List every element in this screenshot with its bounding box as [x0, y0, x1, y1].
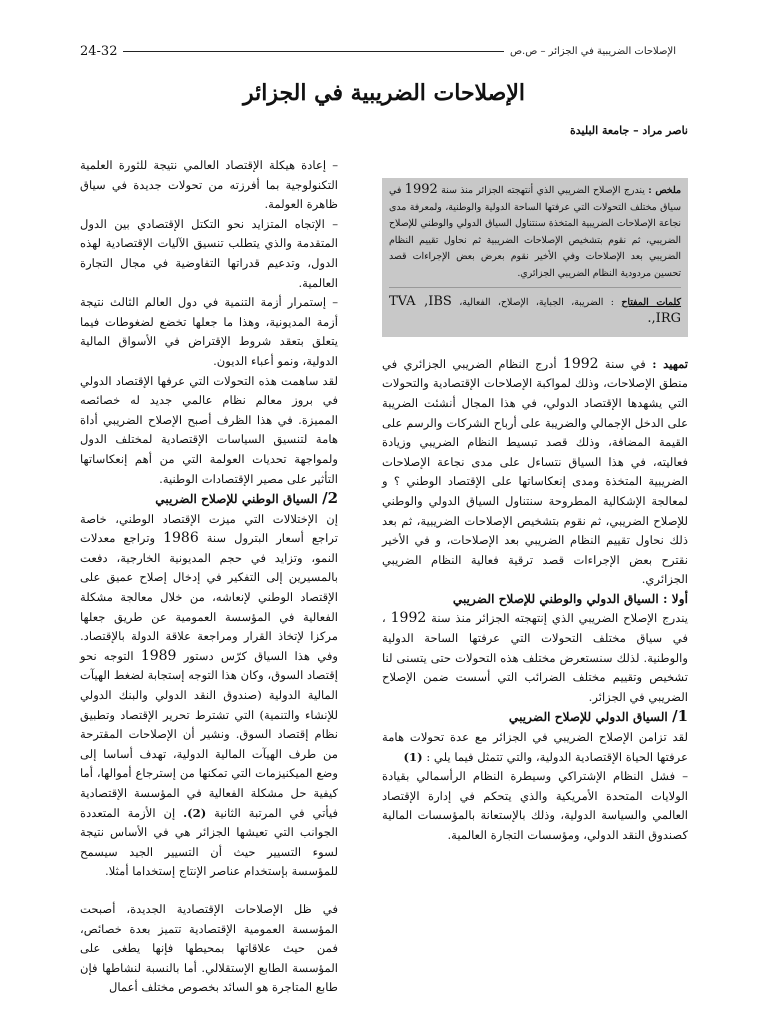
section1-text: ، في سياق مختلف التحولات التي عرفتها الساحة الدولية والوطنية. لذلك سنستعرض مختلف هذه التحولات حتى يتسنى لنا تشخيص وتقييم مختلف الضرائب التي أسست ضمن الإصلاح الضريبي في الجزائر. — [382, 611, 688, 704]
intro-text: أدرج النظام الضريبي الجزائري في منطق الإصلاحات، وذلك لمواكبة الإصلاحات الإقتصادية والتحولات التي يشهدها الإقتصاد الدولي، في هذا المجال أنشئت الضريبة على الدخل الإجمالي والضريبة على أرباح الشركات والرسم على القيمة المضافة، وذلك قصد تبسيط النظام الضريبي وزيادة فعاليته، في هذا السياق نتساءل على مدى نجاعة الإصلاحات الضريبية المتخذة ومدى إنعكاساتها على الإقتصاد الوطني ؟ و لمعالجة الإشكالية المطروحة سنتناول السياق الدولي والوطني للإصلاح الضريبي، ثم نقوم بتشخيص الإصلاحات الضريبية، ثم بعد ذلك نحاول تقييم النظام الضريبي بعد الإصلاحات، و في الأخير نقترح بعض الإجراءات قصد ترقية فعالية النظام الضريبي الجزائري. — [382, 356, 688, 587]
bullet-item: – الإتجاه المتزايد نحو التكتل الإقتصادي بين الدول المتقدمة والذي يتطلب تنسيق الآليات الإقتصادية لهذه الدول، وتدعيم قدراتها التفاوضية في مجال التجارة العالمية. — [80, 216, 338, 290]
subsection-number-1: 1/ — [672, 707, 688, 726]
subsection2-text-end: إن الأزمة المتعددة الجوانب التي تعيشها الجزائر هي في الأساس نتيجة لسوء التسيير حيث أن التسيير الجيد سيسمح للمؤسسة بإستخدام عناصر الإنتاج إستخداما أمثلا. — [80, 805, 338, 879]
section1-year: 1992 — [390, 610, 427, 627]
subsection-title-1: السياق الدولي للإصلاح الضريبي — [508, 710, 668, 725]
footnote-ref-1: (1) — [403, 749, 423, 764]
section1-paragraph — [382, 609, 688, 707]
keywords — [389, 287, 681, 329]
abstract-text-start: يندرج الإصلاح الضريبي الذي أنتهجته الجزائر منذ سنة — [441, 185, 645, 196]
year-1989: 1989 — [140, 647, 177, 664]
subsection1-text: لقد تزامن الإصلاح الضريبي في الجزائر مع عدة تحولات هامة عرفتها الحياة الإقتصادية الدولية، والتي تتمثل فيما يلي : — [382, 730, 688, 764]
body-paragraph: لقد ساهمت هذه التحولات التي عرفها الإقتصاد الدولي في بروز معالم نظام عالمي جديد له خصائصه المميزة. في هذا الظرف أصبح الإصلاح الضريبي أداة هامة لتنسيق السياسات الإقتصادية لمختلف الدول ولمواجهة تحديات العولمة التي من أهم إنعكاساتها التأثير على مصير الإقتصادات الوطنية. — [80, 373, 338, 486]
subsection1-paragraph — [382, 728, 688, 767]
right-column — [382, 178, 688, 846]
subsection2-text-after: التوجه نحو إقتصاد السوق، وكان هذا التوجه إستجابة لضغط الهيآت المالية الدولية (صندوق النقد الدولي والبنك الدولي للإنشاء والتنمية) التي تشترط تحرير الإقتصاد وتطبيق نظام إقتصاد السوق. ونشير أن الإصلاحات المقترحة من طرف الهيآت المالية الدولية، تهدف أساسا إلى وضع الميكنيزمات التي تمكنها من إسترجاع أموالها، أما كيفية حل مشكلة الفعالية في المؤسسة الإقتصادية فيأتي في المرتبة الثانية — [80, 648, 338, 820]
subsection2-paragraph — [80, 510, 338, 882]
year-1986: 1986 — [163, 530, 199, 547]
intro-label: تمهيد : — [652, 356, 688, 371]
section-heading-1: أولا : السياق الدولي والوطني للإصلاح الضريبي — [452, 591, 688, 606]
left-column — [80, 156, 338, 998]
subsection-title-2: السياق الوطني للإصلاح الضريبي — [155, 492, 318, 507]
abstract-text: في سياق مختلف التحولات التي عرفتها الساحة الدولية والوطنية، ولمعرفة مدى نجاعة الإصلاحات الضريبية المتخذة سنتناول السياق الدولي والوطني للإصلاح الضريبي، ثم نقوم بتشخيص الإصلاحات الضريبية ثم نحاول تقييم النظام الضريبي بعد الإصلاحات وفي الأخير نقوم بعرض بعض الإجراءات قصد تحسين مردودية النظام الضريبي الجزائري. — [389, 185, 681, 279]
abstract-box — [382, 178, 688, 337]
subsection2-text-mid: وتراجع معدلات النمو، وتزايد في حجم المديونية الخارجية، دفعت بالمسيرين إلى التفكير في إدخال إصلاح عميق على الإقتصاد الوطني لإنعاشه، من خلال معالجة مشكلة الفعالية في المؤسسة العمومية عن طريق جعلها مركزا لإتخاذ القرار ومراجعة علاقة الدولة بالإقتصاد. وفي هذا السياق كرّس دستور — [80, 531, 339, 663]
subsection-heading-1 — [382, 707, 688, 728]
footnote-ref-2: (2). — [183, 805, 207, 820]
header-rule — [123, 51, 503, 52]
body-paragraph: في ظل الإصلاحات الإقتصادية الجديدة، أصبحت المؤسسة العمومية الإقتصادية تتميز بعدة خصائص، فمن حيث علاقاتها بمحيطها فإنها يطغى على المؤسسة الطابع الإستقلالي. أما بالنسبة لنشاطها فإن طابع المتاجرة هو السائد بخصوص مختلف أعمال — [80, 901, 338, 995]
bullet-item: – إستمرار أزمة التنمية في دول العالم الثالث نتيجة أزمة المديونية، وهذا ما جعلها تخضع لضغوطات فيما يتعلق بتعقد شروط الإقتراض في الأسواق المالية الدولية، ونمو أعباء الديون. — [80, 295, 338, 368]
abstract-year: 1992 — [404, 182, 438, 197]
running-header-text: الإصلاحات الضريبية في الجزائر – ص.ص — [509, 45, 676, 57]
author-line: ناصر مراد – جامعة البليدة — [569, 124, 688, 137]
page-range: 24-32 — [80, 43, 118, 59]
section1-text-start: يندرج الإصلاح الضريبي الذي إنتهجته الجزائر منذ سنة — [431, 611, 689, 626]
abstract-label: ملخص : — [648, 185, 681, 196]
subsection2-text-start: إن الإختلالات التي ميزت الإقتصاد الوطني، خاصة تراجع أسعار البترول سنة — [80, 511, 338, 546]
article-title: الإصلاحات الضريبية في الجزائر — [242, 80, 526, 106]
intro-year: 1992 — [562, 355, 599, 372]
bullet-item: – إعادة هيكلة الإقتصاد العالمي نتيجة للثورة العلمية التكنولوجية بما أفرزته من تحولات جديدة في سياق ظاهرة العولمة. — [80, 158, 338, 212]
subsection-heading-2 — [80, 489, 338, 510]
bullet-item: – فشل النظام الإشتراكي وسيطرة النظام الرأسمالي بقيادة الولايات المتحدة الأمريكية والذي يتحكم في إدارة الإقتصاد العالمي والسياسة الدولية، وذلك بالإستعانة بالمؤسسات المالية كصندوق النقد الدولي، ومؤسسات التجارة العالمية. — [382, 769, 688, 842]
keywords-label: كلمات المفتاح — [621, 296, 682, 308]
subsection-number-2: 2/ — [322, 489, 338, 508]
keywords-list: : الضريبة، الجباية، الإصلاح، الفعالية، — [459, 296, 614, 308]
keywords-latin: TVA ,IBS ,IRG. — [389, 293, 681, 327]
intro-paragraph — [382, 355, 688, 590]
running-header — [80, 42, 676, 60]
intro-text-start: في سنة — [604, 356, 646, 371]
